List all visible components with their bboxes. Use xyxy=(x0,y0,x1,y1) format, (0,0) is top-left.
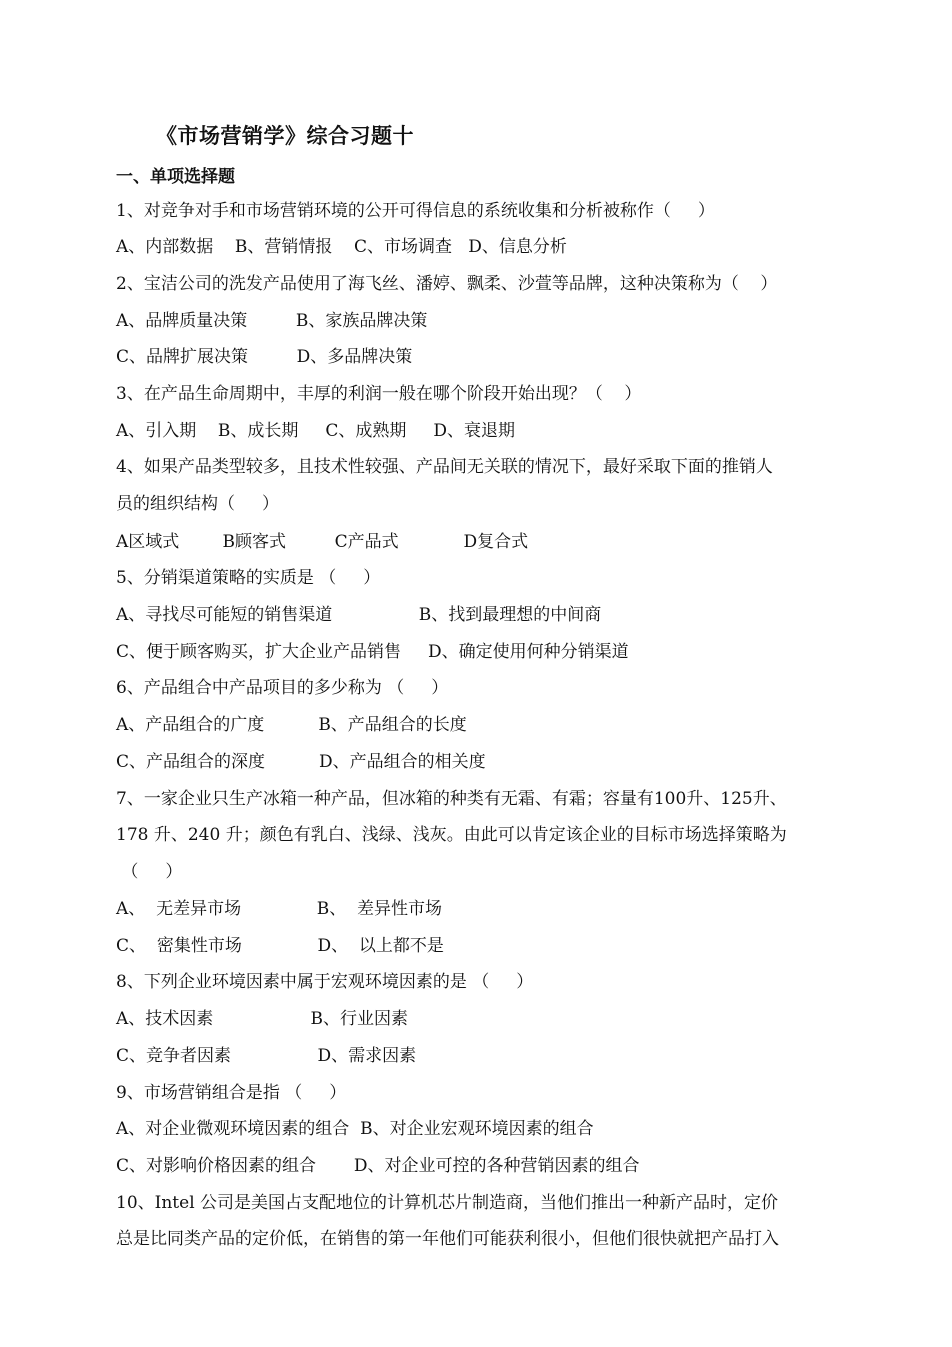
question-line: 7、一家企业只生产冰箱一种产品，但冰箱的种类有无霜、有霜；容量有100升、125升、 xyxy=(116,789,787,809)
option-line: A、 无差异市场 B、 差异性市场 xyxy=(116,899,443,919)
option-line: A、产品组合的广度 B、产品组合的长度 xyxy=(116,715,467,735)
question-line: 1、对竞争对手和市场营销环境的公开可得信息的系统收集和分析被称作（ ） xyxy=(116,201,715,221)
option-line: C、对影响价格因素的组合 D、对企业可控的各种营销因素的组合 xyxy=(116,1156,640,1176)
option-line: A、内部数据 B、营销情报 C、市场调查 D、信息分析 xyxy=(116,237,567,257)
option-line: A、对企业微观环境因素的组合 B、对企业宏观环境因素的组合 xyxy=(116,1119,594,1139)
document-title: 《市场营销学》综合习题十 xyxy=(156,124,414,148)
question-line: 8、下列企业环境因素中属于宏观环境因素的是 （ ） xyxy=(116,972,534,992)
option-line: A区域式 B顾客式 C产品式 D复合式 xyxy=(116,532,529,552)
option-line: C、便于顾客购买，扩大企业产品销售 D、确定使用何种分销渠道 xyxy=(116,642,629,662)
section-heading: 一、单项选择题 xyxy=(116,167,235,187)
option-line: C、竞争者因素 D、需求因素 xyxy=(116,1046,417,1066)
question-line-continued: 178 升、240 升；颜色有乳白、浅绿、浅灰。由此可以肯定该企业的目标市场选择策略为 xyxy=(116,825,787,845)
question-line: 6、产品组合中产品项目的多少称为 （ ） xyxy=(116,678,449,698)
option-line: A、品牌质量决策 B、家族品牌决策 xyxy=(116,311,428,331)
question-line: 5、分销渠道策略的实质是 （ ） xyxy=(116,568,381,588)
option-line: C、 密集性市场 D、 以上都不是 xyxy=(116,936,444,956)
question-line: 10、Intel 公司是美国占支配地位的计算机芯片制造商，当他们推出一种新产品时，定价 xyxy=(116,1193,779,1213)
option-line: C、产品组合的深度 D、产品组合的相关度 xyxy=(116,752,486,772)
question-line-continued: （ ） xyxy=(116,862,183,882)
option-line: A、技术因素 B、行业因素 xyxy=(116,1009,409,1029)
question-line: 2、宝洁公司的洗发产品使用了海飞丝、潘婷、飘柔、沙萱等品牌，这种决策称为（ ） xyxy=(116,274,778,294)
option-line: C、品牌扩展决策 D、多品牌决策 xyxy=(116,347,413,367)
option-line: A、引入期 B、成长期 C、成熟期 D、衰退期 xyxy=(116,421,516,441)
question-line: 3、在产品生命周期中，丰厚的利润一般在哪个阶段开始出现？（ ） xyxy=(116,384,642,404)
question-line-continued: 总是比同类产品的定价低，在销售的第一年他们可能获利很小，但他们很快就把产品打入 xyxy=(116,1229,779,1249)
question-line: 4、如果产品类型较多，且技术性较强、产品间无关联的情况下，最好采取下面的推销人 xyxy=(116,457,773,477)
option-line: A、寻找尽可能短的销售渠道 B、找到最理想的中间商 xyxy=(116,605,602,625)
question-line: 9、市场营销组合是指 （ ） xyxy=(116,1083,347,1103)
question-line-continued: 员的组织结构（ ） xyxy=(116,494,280,514)
